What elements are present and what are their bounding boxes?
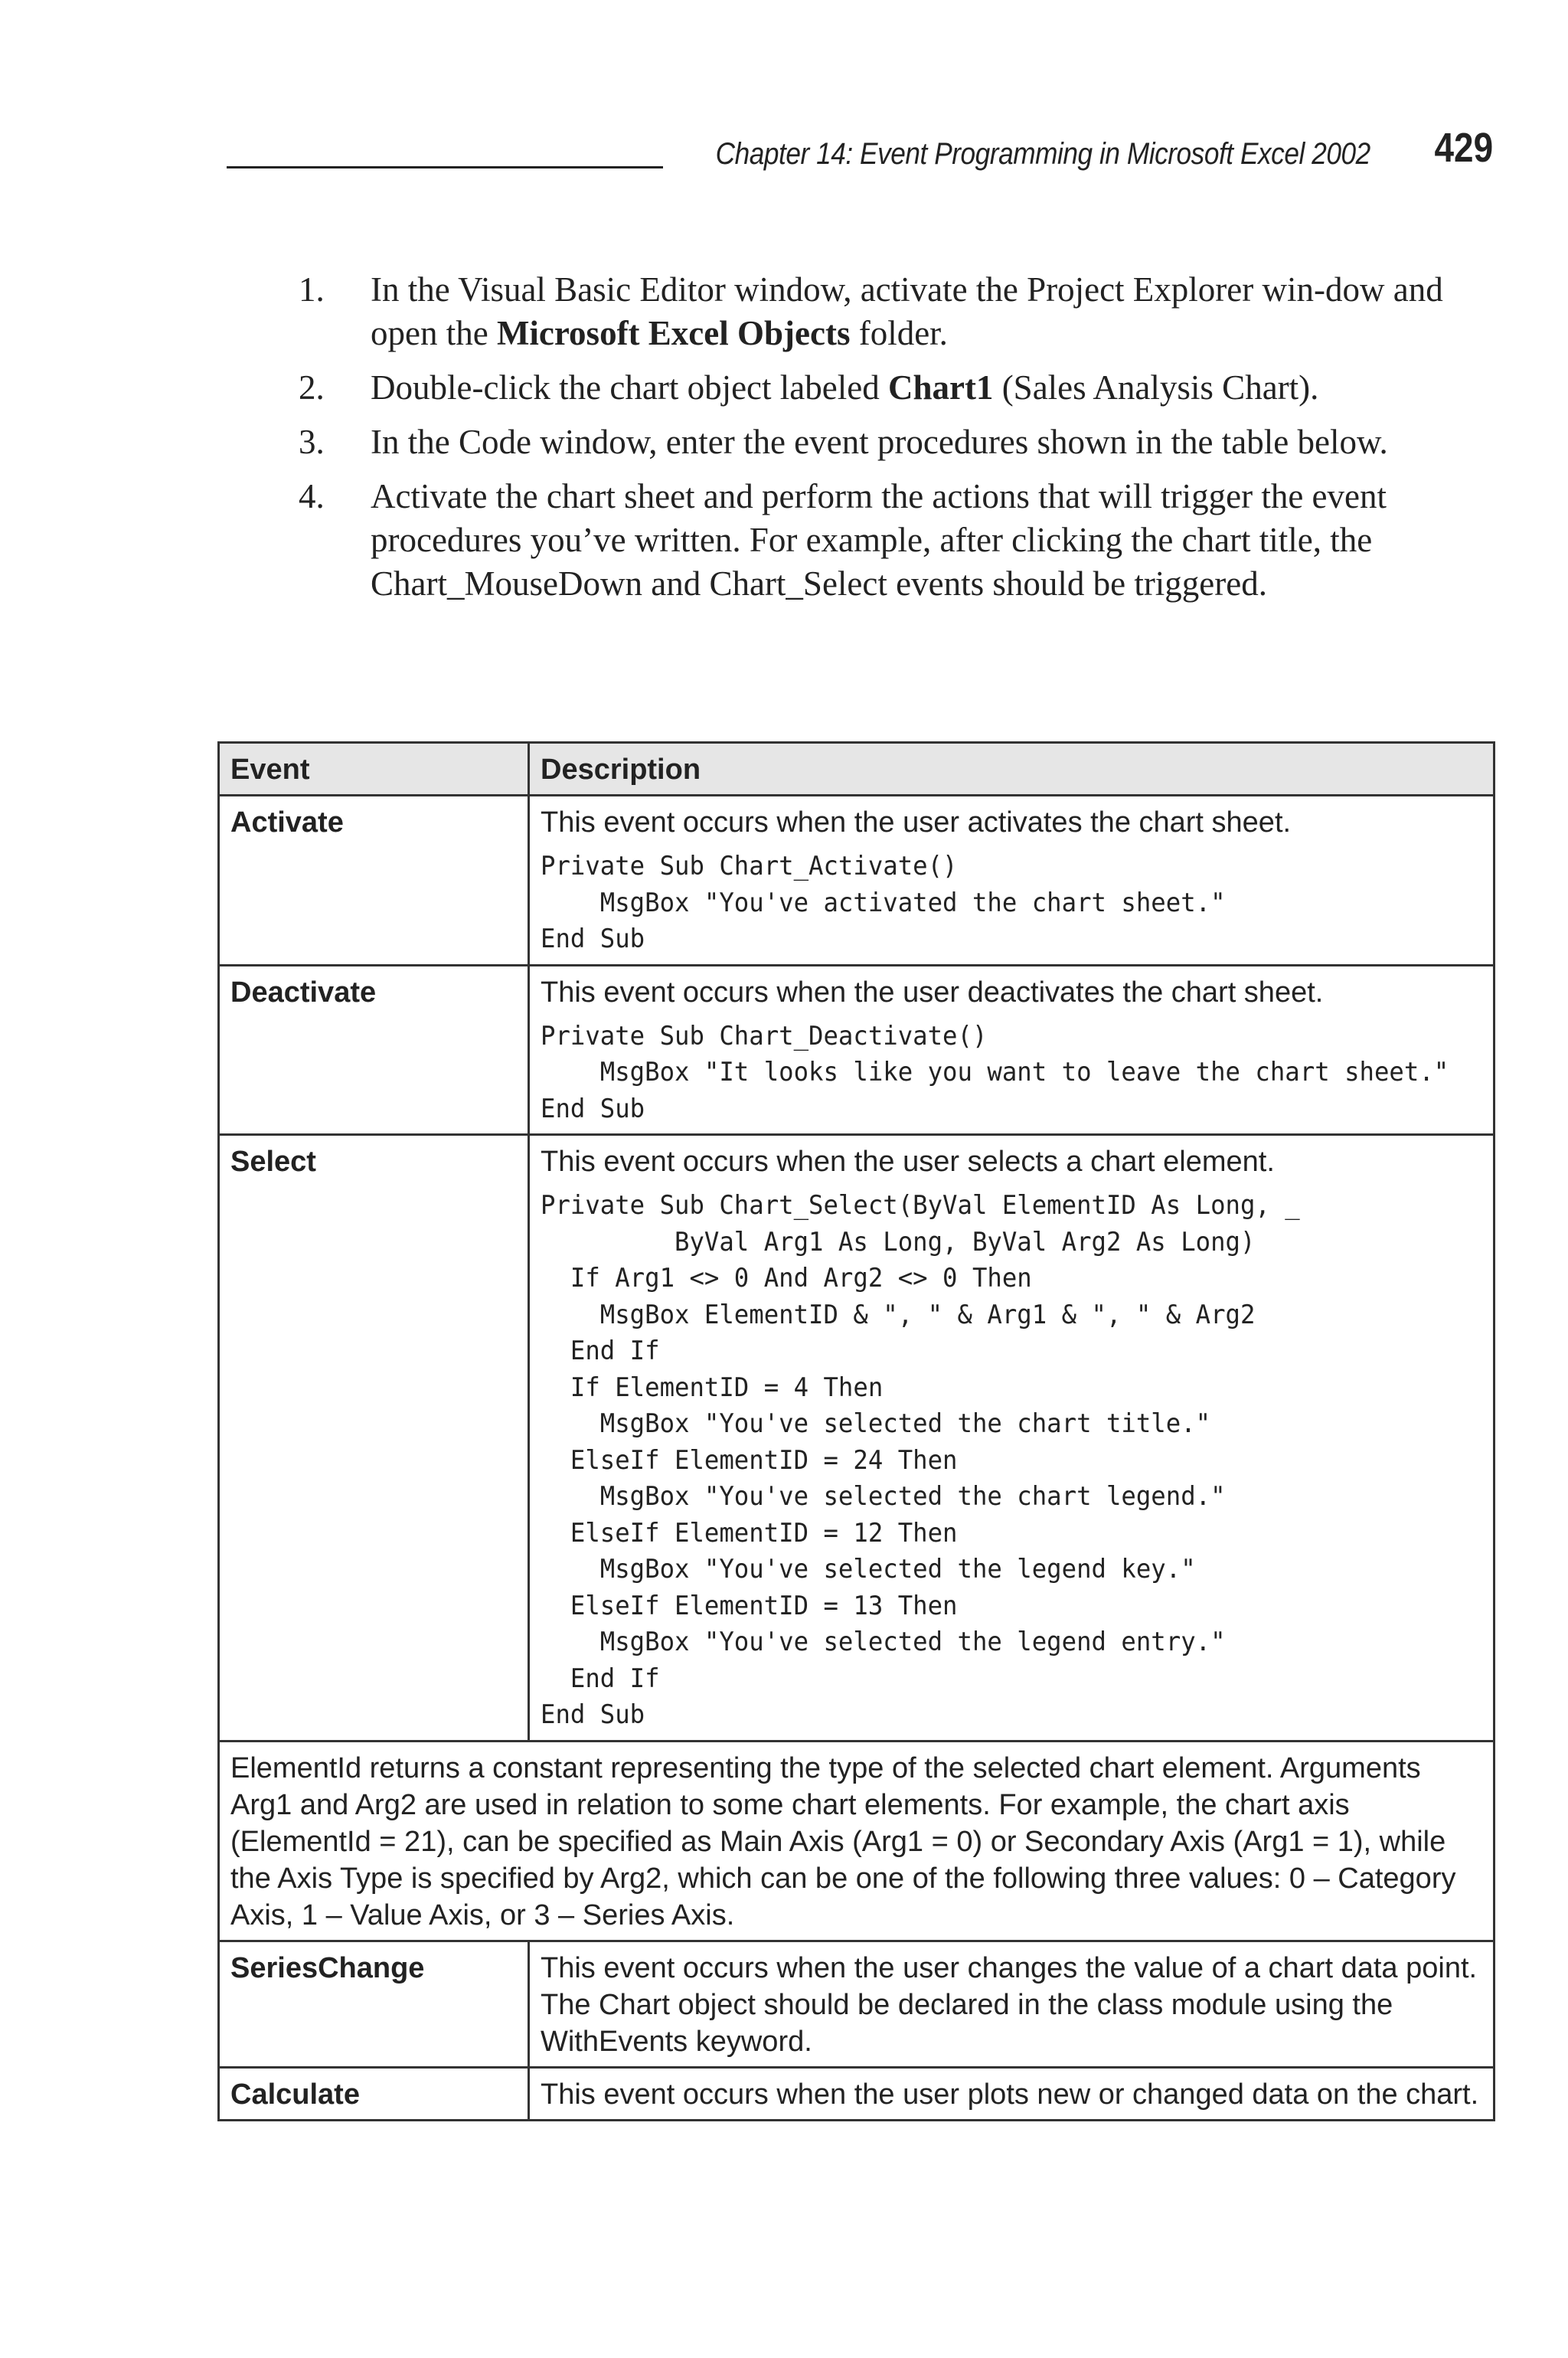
code-listing: Private Sub Chart_Deactivate() MsgBox "It looks like you want to leave the chart sheet." End Sub <box>541 1020 1449 1124</box>
step-text: In the Code window, enter the event procedures shown in the table below. <box>371 423 1388 461</box>
event-description-cell <box>529 1135 1494 1742</box>
event-description: This event occurs when the user selects a chart element. <box>541 1146 1275 1178</box>
header-rule <box>227 166 663 168</box>
table-row <box>219 1135 1494 1742</box>
event-name: Select <box>219 1135 529 1742</box>
list-item <box>299 366 1447 410</box>
event-name: Calculate <box>219 2067 529 2120</box>
column-header-description: Description <box>529 743 1494 796</box>
code-listing: Private Sub Chart_Select(ByVal ElementID As Long, _ ByVal Arg1 As Long, ByVal Arg2 As Long) If Arg1 <> 0 And Arg2 <> 0 Then MsgBox ElementID & ", " & Arg1 & ", " & Arg2 End If If ElementID = 4 Then MsgBox "You've selected the chart title." ElseIf ElementID = 24 Then MsgBox "You've selected the chart legend." ElseIf ElementID = 12 Then MsgBox "You've selected the legend key." ElseIf ElementID = 13 Then MsgBox "You've selected the legend entry." End If End Sub <box>541 1190 1300 1730</box>
step-number: 1. <box>299 270 325 309</box>
table-row <box>219 1741 1494 1941</box>
table-row <box>219 796 1494 966</box>
chapter-title: Chapter 14: Event Programming in Microsoft Excel 2002 <box>715 137 1370 171</box>
step-text: Activate the chart sheet and perform the actions that will trigger the event procedures you’ve written. For example, after clicking the chart title, the Chart_MouseDown and Chart_Select events should be triggered. <box>371 477 1387 603</box>
running-header <box>227 121 1493 175</box>
event-name: SeriesChange <box>219 1941 529 2067</box>
event-name: Activate <box>219 796 529 966</box>
page-number: 429 <box>1434 125 1493 171</box>
event-description: This event occurs when the user changes the value of a chart data point. The Chart object should be declared in the class module using the WithEvents keyword. <box>529 1941 1494 2067</box>
event-description: This event occurs when the user deactivates the chart sheet. <box>541 976 1324 1009</box>
events-table <box>217 741 1495 2121</box>
list-item <box>299 420 1447 464</box>
table-row <box>219 2067 1494 2120</box>
event-name: Deactivate <box>219 965 529 1135</box>
event-description: This event occurs when the user activates the chart sheet. <box>541 806 1292 839</box>
table-row <box>219 965 1494 1135</box>
step-number: 3. <box>299 423 325 461</box>
step-text: Double-click the chart object labeled <box>371 368 888 407</box>
step-text: In the Visual Basic Editor window, activate the Project Explorer win-dow and open the <box>371 270 1443 352</box>
event-description-cell <box>529 965 1494 1135</box>
step-bold-text: Chart1 <box>887 368 994 407</box>
steps-list <box>299 268 1447 616</box>
step-number: 2. <box>299 368 325 407</box>
step-text-after: folder. <box>850 314 948 352</box>
step-number: 4. <box>299 477 325 515</box>
event-description-cell <box>529 796 1494 966</box>
table-header-row <box>219 743 1494 796</box>
event-description: This event occurs when the user plots new or changed data on the chart. <box>529 2067 1494 2120</box>
table-row <box>219 1941 1494 2067</box>
list-item <box>299 475 1447 606</box>
column-header-event: Event <box>219 743 529 796</box>
step-bold-text: Microsoft Excel Objects <box>496 314 851 352</box>
list-item <box>299 268 1447 355</box>
step-text-after: (Sales Analysis Chart). <box>993 368 1319 407</box>
code-listing: Private Sub Chart_Activate() MsgBox "You've activated the chart sheet." End Sub <box>541 851 1226 954</box>
element-id-note: ElementId returns a constant representing the type of the selected chart element. Arguments Arg1 and Arg2 are used in relation to some chart elements. For example, the chart axis (ElementId = 21), can be specified as Main Axis (Arg1 = 0) or Secondary Axis (Arg1 = 1), while the Axis Type is specified by Arg2, which can be one of the following three values: 0 – Category Axis, 1 – Value Axis, or 3 – Series Axis. <box>219 1741 1494 1941</box>
